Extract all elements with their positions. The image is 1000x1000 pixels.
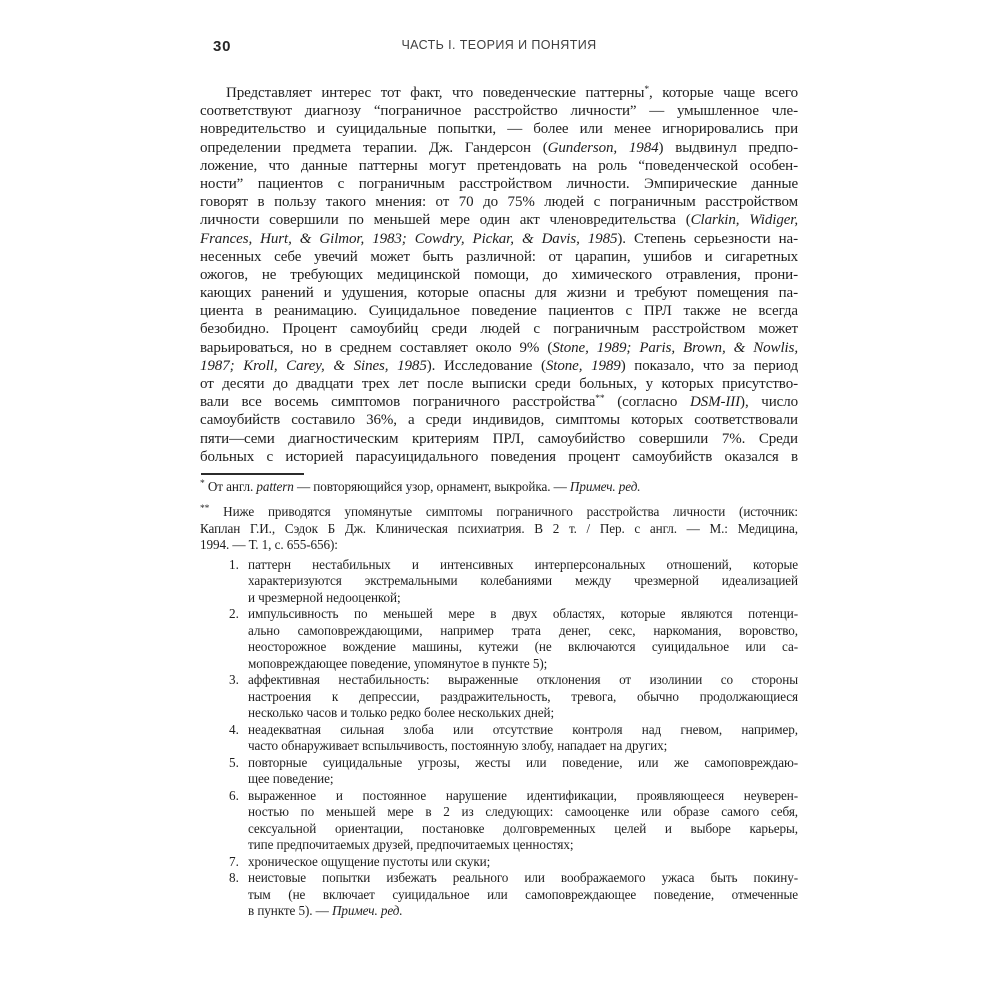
body-line: говорят в пользу такого мнения: от 70 до 75% людей с пограничным расстройством [200,194,798,211]
footnote-line: паттерн нестабильных и интенсивных интерперсональных отношений, которые [248,556,798,572]
footnote-line: импульсивность по меньшей мере в двух областях, которые являются потенци- [248,606,798,622]
footnote-line: тым (не включает суицидальное или самоповреждающее поведение, отмеченные [248,886,798,902]
body-line: кающих ранений и удушения, которые опасны для жизни и требуют помещения па- [200,285,798,302]
footnote-line: в пункте 5). — Примеч. ред. [248,903,403,919]
footnote-line: и чрезмерной недооценкой; [248,589,401,605]
footnote-line: хроническое ощущение пустоты или скуки; [248,853,491,869]
symptom-text [248,672,798,722]
body-line: несенных себе увечий может быть различной: от царапин, ушибов и сигаретных [200,248,798,265]
body-line: новредительство и суицидальные попытки, — более или менее игнорировались при [200,121,798,138]
footnote-line: 1994. — Т. 1, с. 655-656): [200,537,338,553]
footnote-line: повторные суицидальные угрозы, жесты или поведение, или же самоповреждаю- [248,754,798,770]
footnote-line: характеризуются экстремальными колебаниями между чрезмерной идеализацией [248,573,798,589]
symptom-item [200,722,798,755]
page-number: 30 [213,38,232,55]
symptom-item [200,755,798,788]
body-line: личности совершили по меньшей мере один акт членовредительства (Clarkin, Widiger, [200,212,798,229]
symptom-item [200,557,798,607]
body-line: варьироваться, но в среднем составляет около 9% (Stone, 1989; Paris, Brown, & Nowlis, [200,339,798,356]
footnotes [200,479,798,920]
symptom-text [248,788,798,854]
body-line: больных с историей парасуицидального поведения процент самоубийств оказался в [200,448,798,465]
symptom-number: 2. [229,606,239,622]
page-header [200,38,798,56]
symptom-number: 6. [229,787,239,803]
footnote-line: аффективная нестабильность: выраженные отклонения от изолинии со стороны [248,672,798,688]
symptom-number: 8. [229,870,239,886]
symptom-text [248,606,798,672]
footnote-line: несколько часов и только редко более нескольких дней; [248,705,555,721]
body-paragraph [200,84,798,466]
footnote-line: Каплан Г.И., Сэдок Б Дж. Клиническая психиатрия. В 2 т. / Пер. с англ. — М.: Медицина, [200,520,798,536]
symptom-text [248,722,798,755]
footnote-line: неадекватная сильная злоба или отсутствие контроля над гневом, например, [248,721,798,737]
footnote-line: щее поведение; [248,771,334,787]
body-line: 1987; Kroll, Carey, & Sines, 1985). Исследование (Stone, 1989) показало, что за период [200,357,798,374]
footnote-line: ** Ниже приводятся упомянутые симптомы пограничного расстройства личности (источник: [200,504,798,520]
footnote-line: моповреждающее поведение, упомянутое в пункте 5); [248,655,548,671]
body-line: безобидно. Процент самоубийц среди людей с пограничным расстройством может [200,321,798,338]
symptom-number: 7. [229,853,239,869]
symptom-item [200,788,798,854]
body-line: вали все восемь симптомов пограничного расстройства** (согласно DSM-III), число [200,394,798,411]
footnote-1 [200,479,798,496]
symptom-number: 1. [229,556,239,572]
body-line: ности” пациентов с пограничным расстройством личности. Эмпирические данные [200,175,798,192]
symptom-number: 5. [229,754,239,770]
footnote-line: неосторожное вождение машины, кутежи (не включаются суицидальное или са- [248,639,798,655]
symptom-text [248,755,798,788]
symptom-text [248,854,798,871]
body-line: Представляет интерес тот факт, что поведенческие паттерны*, которые чаще всего [226,85,798,101]
running-header: ЧАСТЬ I. ТЕОРИЯ И ПОНЯТИЯ [401,38,597,52]
body-line: соответствуют диагнозу “пограничное расстройство личности” — умышленное чле- [200,103,798,120]
footnote-2-intro [200,504,798,554]
symptom-list [200,557,798,920]
footnote-line: выраженное и постоянное нарушение идентификации, проявляющееся неуверен- [248,787,798,803]
symptom-item [200,606,798,672]
symptom-item [200,672,798,722]
symptom-number: 4. [229,721,239,737]
body-line: циента в реанимацию. Суицидальное поведение пациентов с ПРЛ также не всегда [200,303,798,320]
symptom-item [200,870,798,920]
footnote-line: часто обнаруживает вспыльчивость, постоянную злобу, нападает на других; [248,738,668,754]
body-line: определении предмета терапии. Дж. Гандерсон (Gunderson, 1984) выдвинул предпо- [200,139,798,156]
footnote-line: типе предпочитаемых друзей, предпочитаемых ценностях; [248,837,574,853]
body-line: от десяти до двадцати трех лет после выписки среди больных, у которых присутство- [200,376,798,392]
footnote-line: ально самоповреждающими, например трата денег, секс, наркомания, воровство, [248,622,798,638]
body-line: пяти—семи диагностическим критериям ПРЛ, самоубийство совершили 7%. Среди [200,430,798,447]
footnote-line: неистовые попытки избежать реального или воображаемого ужаса быть покину- [248,870,798,886]
body-line: Frances, Hurt, & Gilmor, 1983; Cowdry, Pickar, & Davis, 1985). Степень серьезности на- [200,230,798,247]
page-content [200,38,798,920]
symptom-item [200,854,798,871]
footnote-line: * От англ. pattern — повторяющийся узор, орнамент, выкройка. — Примеч. ред. [200,478,641,494]
body-line: ожогов, не требующих медицинской помощи, до химического отравления, прони- [200,266,798,283]
footnote-separator [201,473,304,475]
body-line: самоубийств составило 36%, а среди индивидов, симптомы которых соответствовали [200,412,798,429]
footnote-line: ностью по меньшей мере в 2 из следующих: самооценке или образе самого себя, [248,804,798,820]
footnote-line: настроения к депрессии, раздражительность, тревога, обычно продолжающиеся [248,688,798,704]
symptom-text [248,557,798,607]
footnote-line: сексуальной ориентации, постановке долговременных целей и выборе карьеры, [248,820,798,836]
symptom-text [248,870,798,920]
symptom-number: 3. [229,672,239,688]
body-line: ложение, что данные паттерны могут претендовать на роль “поведенческой особен- [200,157,798,174]
